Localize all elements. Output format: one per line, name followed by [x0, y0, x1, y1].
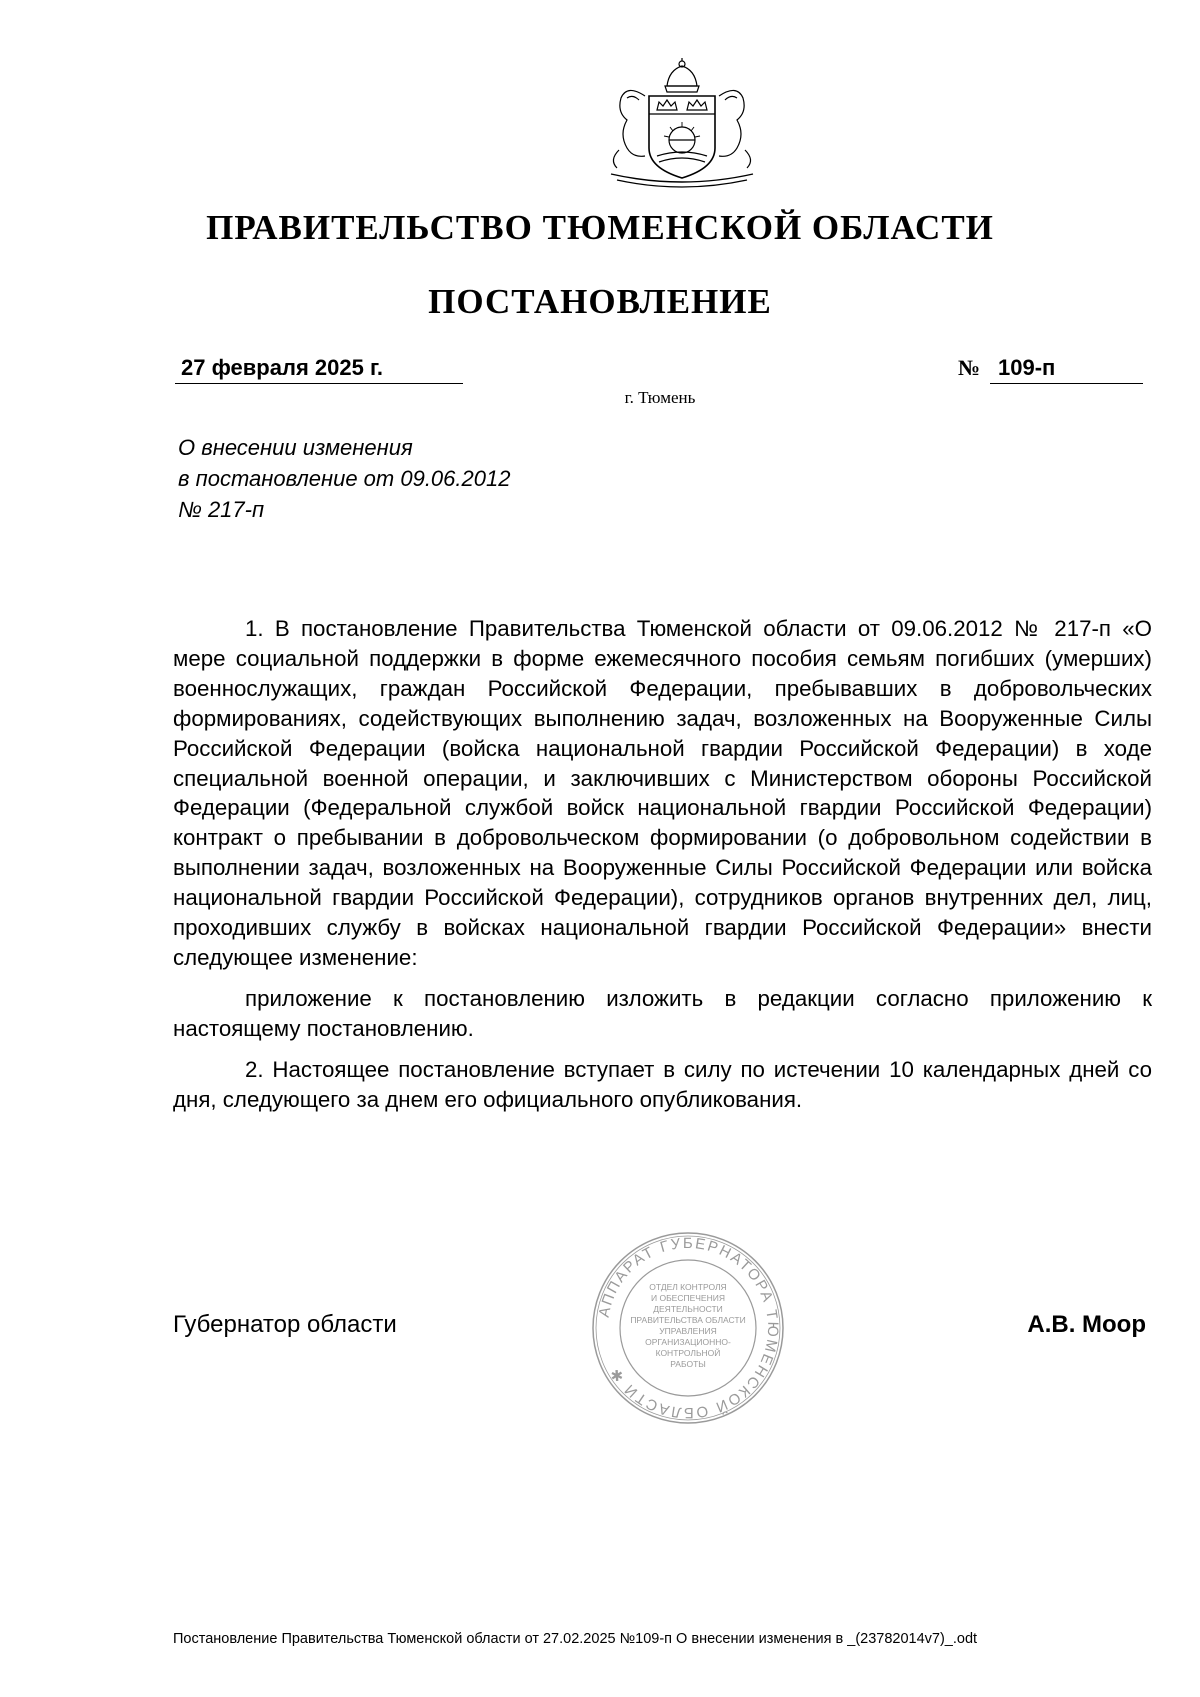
- document-date-value: 27 февраля 2025 г.: [181, 355, 384, 380]
- signer-name: А.В. Моор: [1027, 1311, 1146, 1338]
- document-number: [990, 353, 1143, 384]
- svg-text:АППАРАТ ГУБЕРНАТОРА ТЮМЕНСКОЙ: АППАРАТ ГУБЕРНАТОРА ТЮМЕНСКОЙ ОБЛАСТИ ✱: [595, 1234, 782, 1422]
- document-body: [173, 614, 1152, 1126]
- body-paragraph: приложение к постановлению изложить в редакции согласно приложению к настоящему постановлению.: [173, 985, 1152, 1041]
- document-type: ПОСТАНОВЛЕНИЕ: [428, 282, 772, 321]
- government-title: ПРАВИТЕЛЬСТВО ТЮМЕНСКОЙ ОБЛАСТИ: [206, 208, 994, 247]
- signer-title: Губернатор области: [173, 1311, 397, 1338]
- subject-line: в постановление от 09.06.2012: [178, 466, 511, 491]
- svg-text:УПРАВЛЕНИЯ: УПРАВЛЕНИЯ: [659, 1326, 717, 1336]
- city-label: г. Тюмень: [624, 388, 696, 407]
- svg-text:ОРГАНИЗАЦИОННО-: ОРГАНИЗАЦИОННО-: [645, 1337, 731, 1347]
- svg-text:ПРАВИТЕЛЬСТВА ОБЛАСТИ: ПРАВИТЕЛЬСТВА ОБЛАСТИ: [630, 1315, 746, 1325]
- body-paragraph: 1. В постановление Правительства Тюменской области от 09.06.2012 № 217-п «О мере социальной поддержки в форме ежемесячного пособия семьям погибших (умерших) военнослужащих, граждан Российской Федерации, пребывавших в добровольческих формированиях, содействующих выполнению задач, возложенных на Вооруженные Силы Российской Федерации (войска национальной гвардии Российской Федерации) в ходе специальной военной операции, и заключивших с Министерством обороны Российской Федерации (Федеральной службой войск национальной гвардии Российской Федерации) контракт о пребывании в добровольческом формировании (о добровольном содействии в выполнении задач, возложенных на Вооруженные Силы Российской Федерации или войска национальной гвардии Российской Федерации), сотрудников органов внутренних дел, лиц, проходивших службу в войсках национальной гвардии Российской Федерации» внести следующее изменение:: [173, 616, 1152, 970]
- number-sign: №: [958, 355, 981, 380]
- svg-text:РАБОТЫ: РАБОТЫ: [670, 1359, 706, 1369]
- footer-filename: Постановление Правительства Тюменской области от 27.02.2025 №109-п О внесении изменения в _(23782014v7)_.odt: [173, 1631, 978, 1647]
- svg-text:ОТДЕЛ КОНТРОЛЯ: ОТДЕЛ КОНТРОЛЯ: [649, 1282, 727, 1292]
- coat-of-arms-icon: [597, 56, 767, 191]
- document-date: [175, 353, 463, 384]
- document-number-value: 109-п: [998, 355, 1056, 380]
- body-paragraph: 2. Настоящее постановление вступает в силу по истечении 10 календарных дней со дня, следующего за днем его официального опубликования.: [173, 1056, 1152, 1112]
- document-subject: [178, 432, 698, 525]
- svg-text:И ОБЕСПЕЧЕНИЯ: И ОБЕСПЕЧЕНИЯ: [651, 1293, 725, 1303]
- subject-line: № 217-п: [178, 497, 265, 522]
- svg-text:КОНТРОЛЬНОЙ: КОНТРОЛЬНОЙ: [655, 1348, 721, 1358]
- subject-line: О внесении изменения: [178, 435, 413, 460]
- svg-text:ДЕЯТЕЛЬНОСТИ: ДЕЯТЕЛЬНОСТИ: [653, 1304, 723, 1314]
- official-seal-stamp: [590, 1230, 786, 1426]
